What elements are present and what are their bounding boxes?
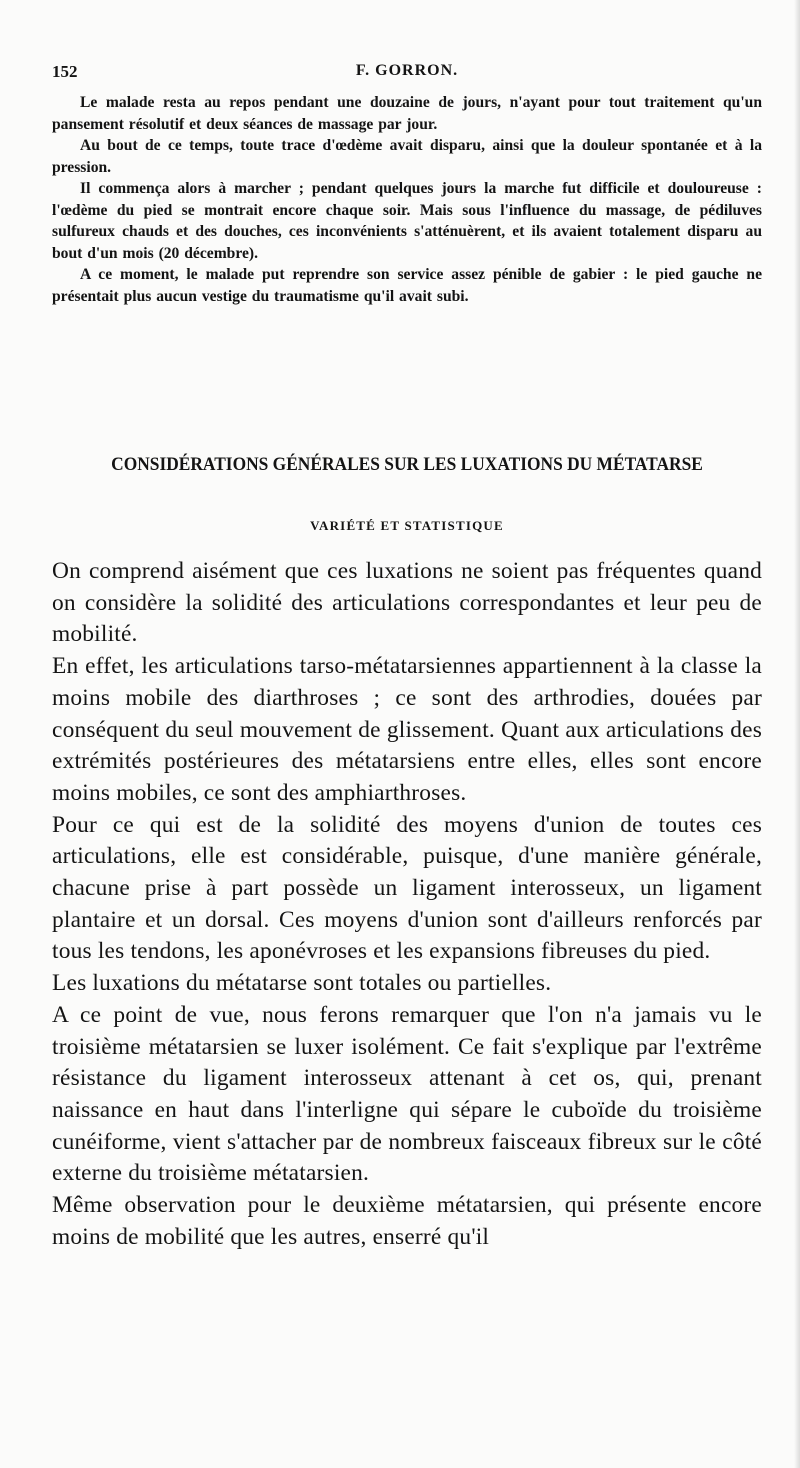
section-subtitle: VARIÉTÉ ET STATISTIQUE <box>310 518 504 533</box>
paragraph: Les luxations du métatarse sont totales ou partielles. <box>52 970 552 997</box>
paragraph: Il commença alors à marcher ; pendant quelques jours la marche fut difficile et douloureuse : l'œdème du pied se montrait encore chaque soir. Mais sous l'influence du massage, de pédiluves sulfureux chauds et des douches, ces inconvénients s'atténuèrent, et ils avaient totalement disparu au bout d'un mois (20 décembre). <box>52 180 762 262</box>
paragraph: Pour ce qui est de la solidité des moyens d'union de toutes ces articulations, elle est considérable, puisque, d'une manière générale, chacune prise à part possède un ligament interosseux, un ligament plantaire et un dorsal. Ces moyens d'union sont d'ailleurs renforcés par tous les tendons, les aponévroses et les expansions fibreuses du pied. <box>52 811 762 965</box>
page-edge-shadow <box>794 0 800 1468</box>
paragraph: Le malade resta au repos pendant une douzaine de jours, n'ayant pour tout traitement qu'un pansement résolutif et deux séances de massage par jour. <box>52 94 762 133</box>
paragraph: Même observation pour le deuxième métatarsien, qui présente encore moins de mobilité que les autres, enserré qu'il <box>52 1192 762 1250</box>
page-number: 152 <box>52 62 78 81</box>
paragraph: On comprend aisément que ces luxations ne soient pas fréquentes quand on considère la solidité des articulations correspondantes et leur peu de mobilité. <box>52 558 762 648</box>
section-title: CONSIDÉRATIONS GÉNÉRALES SUR LES LUXATIONS DU MÉTATARSE <box>111 455 703 475</box>
running-head: F. GORRON. <box>355 62 459 79</box>
paragraph: Au bout de ce temps, toute trace d'œdème avait disparu, ainsi que la douleur spontanée et à la pression. <box>52 137 762 176</box>
main-text <box>52 556 762 1253</box>
paragraph: A ce moment, le malade put reprendre son service assez pénible de gabier : le pied gauche ne présentait plus aucun vestige du traumatisme qu'il avait subi. <box>52 266 762 305</box>
page-header <box>52 62 762 84</box>
paragraph: A ce point de vue, nous ferons remarquer que l'on n'a jamais vu le troisième métatarsien se luxer isolément. Ce fait s'explique par l'extrême résistance du ligament interosseux attenant à cet os, qui, prenant naissance en haut dans l'interligne qui sépare le cuboïde du troisième cunéiforme, vient s'attacher par de nombreux faisceaux fibreux sur le côté externe du troisième métatarsien. <box>52 1001 762 1187</box>
case-report-text <box>52 92 762 307</box>
paragraph: En effet, les articulations tarso-métatarsiennes appartiennent à la classe la moins mobile des diarthroses ; ce sont des arthrodies, douées par conséquent du seul mouvement de glissement. Quant aux articulations des extrémités postérieures des métatarsiens entre elles, elles sont encore moins mobiles, ce sont des amphiarthroses. <box>52 653 762 806</box>
